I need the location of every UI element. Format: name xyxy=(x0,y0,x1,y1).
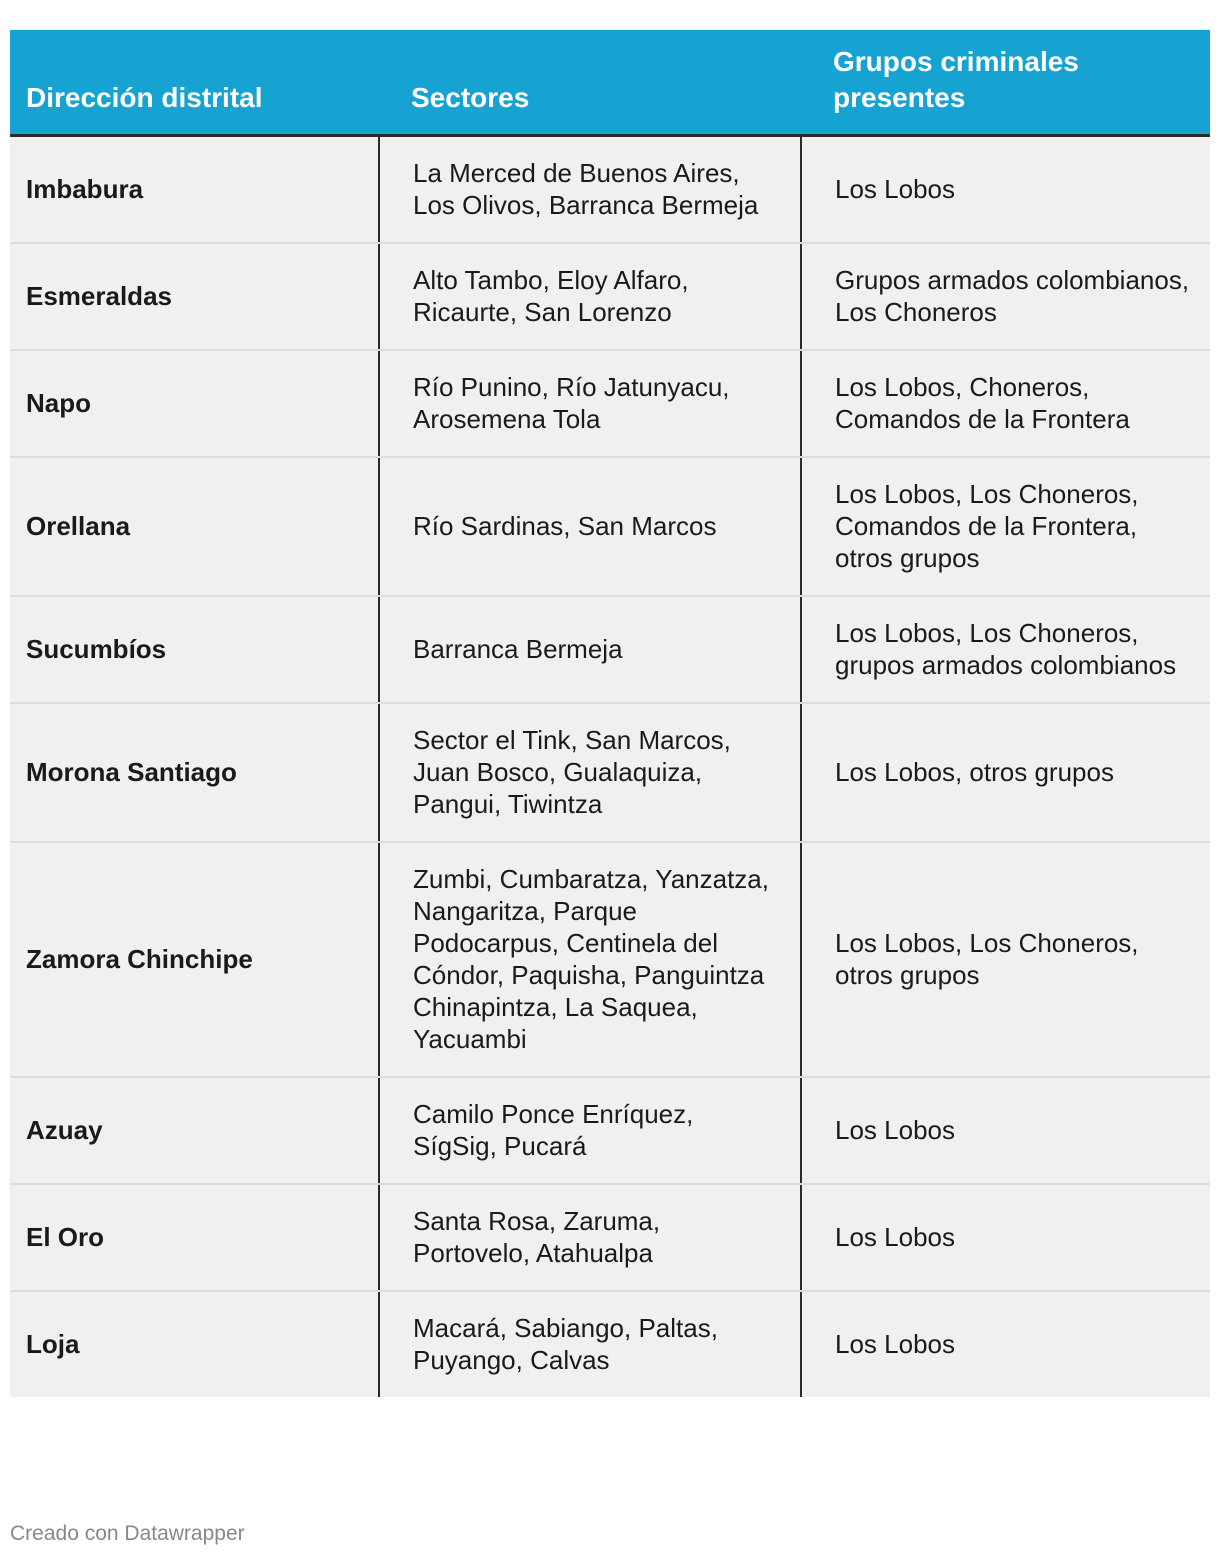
header-district[interactable]: Dirección distrital xyxy=(10,30,379,136)
cell-groups: Los Lobos xyxy=(801,1184,1210,1291)
cell-groups: Los Lobos xyxy=(801,1077,1210,1184)
table-row xyxy=(10,136,1210,244)
cell-sectors: Santa Rosa, Zaruma, Portovelo, Atahualpa xyxy=(379,1184,801,1291)
cell-district: El Oro xyxy=(10,1184,379,1291)
cell-sectors: La Merced de Buenos Aires, Los Olivos, Barranca Bermeja xyxy=(379,136,801,244)
cell-district: Loja xyxy=(10,1291,379,1397)
cell-district: Imbabura xyxy=(10,136,379,244)
header-groups[interactable]: Grupos criminales presentes xyxy=(801,30,1210,136)
header-sectors[interactable]: Sectores xyxy=(379,30,801,136)
cell-groups: Grupos armados colombianos, Los Choneros xyxy=(801,243,1210,350)
table-row xyxy=(10,243,1210,350)
table-row xyxy=(10,842,1210,1077)
cell-groups: Los Lobos, otros grupos xyxy=(801,703,1210,842)
table-row xyxy=(10,457,1210,596)
cell-district: Morona Santiago xyxy=(10,703,379,842)
cell-groups: Los Lobos xyxy=(801,136,1210,244)
cell-sectors: Río Sardinas, San Marcos xyxy=(379,457,801,596)
cell-district: Azuay xyxy=(10,1077,379,1184)
criminal-groups-table xyxy=(10,30,1210,1397)
table-row xyxy=(10,596,1210,703)
data-table-container xyxy=(10,30,1210,1397)
cell-sectors: Sector el Tink, San Marcos, Juan Bosco, Gualaquiza, Pangui, Tiwintza xyxy=(379,703,801,842)
cell-district: Napo xyxy=(10,350,379,457)
cell-groups: Los Lobos, Los Choneros, grupos armados colombianos xyxy=(801,596,1210,703)
cell-groups: Los Lobos xyxy=(801,1291,1210,1397)
cell-groups: Los Lobos, Los Choneros, Comandos de la Frontera, otros grupos xyxy=(801,457,1210,596)
table-row xyxy=(10,703,1210,842)
cell-district: Orellana xyxy=(10,457,379,596)
cell-district: Sucumbíos xyxy=(10,596,379,703)
cell-district: Zamora Chinchipe xyxy=(10,842,379,1077)
cell-sectors: Alto Tambo, Eloy Alfaro, Ricaurte, San Lorenzo xyxy=(379,243,801,350)
cell-groups: Los Lobos, Choneros, Comandos de la Frontera xyxy=(801,350,1210,457)
cell-sectors: Río Punino, Río Jatunyacu, Arosemena Tola xyxy=(379,350,801,457)
cell-sectors: Zumbi, Cumbaratza, Yanzatza, Nangaritza, Parque Podocarpus, Centinela del Cóndor, Paquisha, Panguintza Chinapintza, La Saquea, Yacuambi xyxy=(379,842,801,1077)
table-row xyxy=(10,1077,1210,1184)
table-row xyxy=(10,1184,1210,1291)
table-row xyxy=(10,1291,1210,1397)
cell-groups: Los Lobos, Los Choneros, otros grupos xyxy=(801,842,1210,1077)
table-row xyxy=(10,350,1210,457)
table-header xyxy=(10,30,1210,136)
table-body xyxy=(10,136,1210,1398)
footer-credit[interactable]: Creado con Datawrapper xyxy=(10,1522,245,1545)
header-row xyxy=(10,30,1210,136)
cell-sectors: Camilo Ponce Enríquez, SígSig, Pucará xyxy=(379,1077,801,1184)
cell-sectors: Macará, Sabiango, Paltas, Puyango, Calvas xyxy=(379,1291,801,1397)
cell-district: Esmeraldas xyxy=(10,243,379,350)
cell-sectors: Barranca Bermeja xyxy=(379,596,801,703)
